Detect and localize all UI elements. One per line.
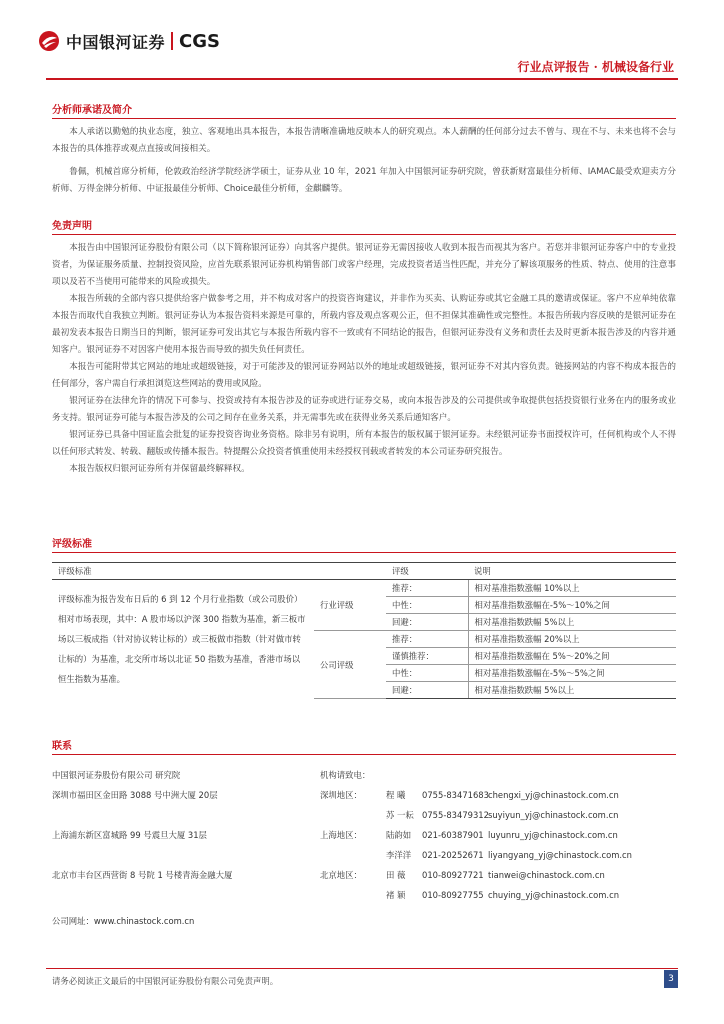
contact-phone: 021-20252671	[422, 850, 484, 860]
contact-name: 陆韵如	[386, 830, 412, 840]
contact-email-link[interactable]: liyangyang_yj@chinastock.com.cn	[488, 850, 632, 860]
galaxy-logo-icon	[38, 30, 60, 52]
contact-phone: 0755-83479312	[422, 810, 489, 820]
rating-name: 中性：	[386, 665, 468, 682]
rating-desc: 相对基准指数涨幅在 5%～20%之间	[468, 648, 676, 665]
contact-phone: 010-80927755	[422, 890, 484, 900]
rating-name: 推荐：	[386, 631, 468, 648]
rating-name: 中性：	[386, 597, 468, 614]
disclaimer-section-title: 免责声明	[52, 220, 676, 235]
page-number: 3	[664, 970, 678, 988]
company-rating-label: 公司评级	[314, 631, 386, 699]
analyst-bio: 鲁佩，机械首席分析师，伦敦政治经济学院经济学硕士，证券从业 10 年，2021 年加入中国银河证券研究院，曾获新财富最佳分析师、IAMAC最受欢迎卖方分析师、万得金牌分析师、中证报最佳分析师、Choice最佳分析师，金麒麟等。	[52, 167, 676, 194]
contact-email-link[interactable]: luyunru_yj@chinastock.com.cn	[488, 830, 618, 840]
address: 深圳市福田区金田路 3088 号中洲大厦 20层	[52, 790, 218, 800]
logo-english-name: CGS	[179, 30, 220, 52]
disclaimer-paragraph: 银河证券在法律允许的情况下可参与、投资或持有本报告涉及的证券或进行证券交易，或向本报告涉及的公司提供或争取提供包括投资银行业务在内的服务或业务支持。银河证券可能与本报告涉及的公司之间存在业务关系，并无需事先或在获得业务关系后通知客户。	[52, 396, 676, 423]
company-website-link[interactable]: 公司网址：www.chinastock.com.cn	[52, 916, 195, 926]
header-category	[314, 563, 386, 580]
disclaimer-paragraph: 银河证券已具备中国证监会批复的证券投资咨询业务资格。除非另有说明，所有本报告的版权属于银河证券。未经银河证券书面授权许可，任何机构或个人不得以任何形式转发、转载、翻版或传播本报告。特提醒公众投资者慎重使用未经授权刊载或者转发的本公司证券研究报告。	[52, 430, 676, 457]
disclaimer-paragraph: 本报告由中国银河证券股份有限公司（以下简称银河证券）向其客户提供。银河证券无需因接收人收到本报告而视其为客户。若您并非银河证券客户中的专业投资者，为保证服务质量、控制投资风险，应首先联系银河证券机构销售部门或客户经理，完成投资者适当性匹配，并充分了解该项服务的性质、特点、使用的注意事项以及若不当使用可能带来的风险或损失。	[52, 243, 676, 287]
table-header-row	[52, 563, 676, 580]
contact-email-link[interactable]: suyiyun_yj@chinastock.com.cn	[488, 810, 619, 820]
contact-city: 上海地区：	[320, 830, 362, 840]
company-logo	[38, 28, 220, 54]
rating-desc: 相对基准指数涨幅 20%以上	[468, 631, 676, 648]
rating-desc: 相对基准指数涨幅在-5%～5%之间	[468, 665, 676, 682]
sales-label: 机构请致电：	[320, 770, 371, 780]
header-divider	[46, 78, 678, 80]
address: 上海浦东新区富城路 99 号震旦大厦 31层	[52, 830, 207, 840]
contact-row	[52, 885, 676, 905]
address: 北京市丰台区西营街 8 号院 1 号楼青海金融大厦	[52, 870, 233, 880]
contact-header-row	[52, 765, 676, 785]
contact-name: 苏 一耘	[386, 810, 414, 820]
rating-section-title: 评级标准	[52, 538, 676, 553]
logo-chinese-name: 中国银河证券	[66, 32, 166, 52]
analyst-commitment	[52, 124, 676, 198]
contact-name: 田 薇	[386, 870, 406, 880]
contact-block	[52, 765, 676, 931]
table-row	[52, 580, 676, 597]
rating-desc: 相对基准指数涨幅在-5%～10%之间	[468, 597, 676, 614]
industry-rating-label: 行业评级	[314, 580, 386, 631]
contact-section-title: 联系	[52, 740, 676, 755]
commitment-text: 本人承诺以勤勉的执业态度，独立、客观地出具本报告，本报告清晰准确地反映本人的研究观点。本人薪酬的任何部分过去不曾与、现在不与、未来也将不会与本报告的具体推荐或观点直接或间接相关。	[52, 127, 676, 154]
contact-row	[52, 845, 676, 865]
company-name: 中国银河证券股份有限公司 研究院	[52, 770, 181, 780]
rating-table	[52, 562, 676, 699]
rating-name: 回避：	[386, 682, 468, 699]
contact-name: 褚 颖	[386, 890, 406, 900]
contact-name: 李洋洋	[386, 850, 412, 860]
contact-row	[52, 825, 676, 845]
logo-divider	[171, 32, 173, 50]
footer-divider	[46, 968, 678, 969]
header-description: 说明	[468, 563, 676, 580]
contact-phone: 010-80927721	[422, 870, 484, 880]
rating-desc: 相对基准指数跌幅 5%以上	[468, 614, 676, 631]
disclaimer-body	[52, 240, 676, 478]
contact-email-link[interactable]: chuying_yj@chinastock.com.cn	[488, 890, 620, 900]
disclaimer-paragraph: 本报告可能附带其它网站的地址或超级链接，对于可能涉及的银河证券网站以外的地址或超级链接，银河证券不对其内容负责。链接网站的内容不构成本报告的任何部分，客户需自行承担浏览这些网站的费用或风险。	[52, 362, 676, 389]
rating-name: 回避：	[386, 614, 468, 631]
rating-name: 推荐：	[386, 580, 468, 597]
rating-name: 谨慎推荐：	[386, 648, 468, 665]
rating-standard-text: 评级标准为报告发布日后的 6 到 12 个月行业指数（或公司股价）相对市场表现，其中：A 股市场以沪深 300 指数为基准，新三板市场以三板成指（针对协议转让标的）或三板做市指数（针对做市转让标的）为基准，北交所市场以北证 50 指数为基准，香港市场以恒生指数为基准。	[58, 594, 306, 685]
contact-email-link[interactable]: tianwei@chinastock.com.cn	[488, 870, 605, 880]
contact-email-link[interactable]: chengxi_yj@chinastock.com.cn	[488, 790, 619, 800]
contact-name: 程 曦	[386, 790, 406, 800]
contact-row	[52, 865, 676, 885]
contact-city: 深圳地区：	[320, 790, 362, 800]
contact-phone: 021-60387901	[422, 830, 484, 840]
disclaimer-paragraph: 本报告所载的全部内容只提供给客户做参考之用，并不构成对客户的投资咨询建议，并非作为买卖、认购证券或其它金融工具的邀请或保证。客户不应单纯依靠本报告而取代自我独立判断。银河证券认为本报告资料来源是可靠的，所载内容及观点客观公正，但不担保其准确性或完整性。本报告所载内容反映的是银河证券在最初发表本报告日期当日的判断，银河证券可发出其它与本报告所载内容不一致或有不同结论的报告，但银河证券没有义务和责任去及时更新本报告涉及的内容并通知客户。银河证券不对因客户使用本报告而导致的损失负任何责任。	[52, 294, 676, 355]
report-type-label: 行业点评报告 · 机械设备行业	[517, 60, 674, 74]
footer-disclaimer-note: 请务必阅读正文最后的中国银河证券股份有限公司免责声明。	[52, 976, 279, 986]
contact-phone: 0755-83471683	[422, 790, 489, 800]
contact-city: 北京地区：	[320, 870, 362, 880]
contact-row	[52, 785, 676, 805]
header-rating: 评级	[386, 563, 468, 580]
analyst-section-title: 分析师承诺及简介	[52, 104, 676, 119]
rating-desc: 相对基准指数跌幅 5%以上	[468, 682, 676, 699]
contact-row	[52, 805, 676, 825]
website-row	[52, 911, 676, 931]
header-standard: 评级标准	[52, 563, 314, 580]
disclaimer-paragraph: 本报告版权归银河证券所有并保留最终解释权。	[69, 464, 250, 474]
rating-desc: 相对基准指数涨幅 10%以上	[468, 580, 676, 597]
